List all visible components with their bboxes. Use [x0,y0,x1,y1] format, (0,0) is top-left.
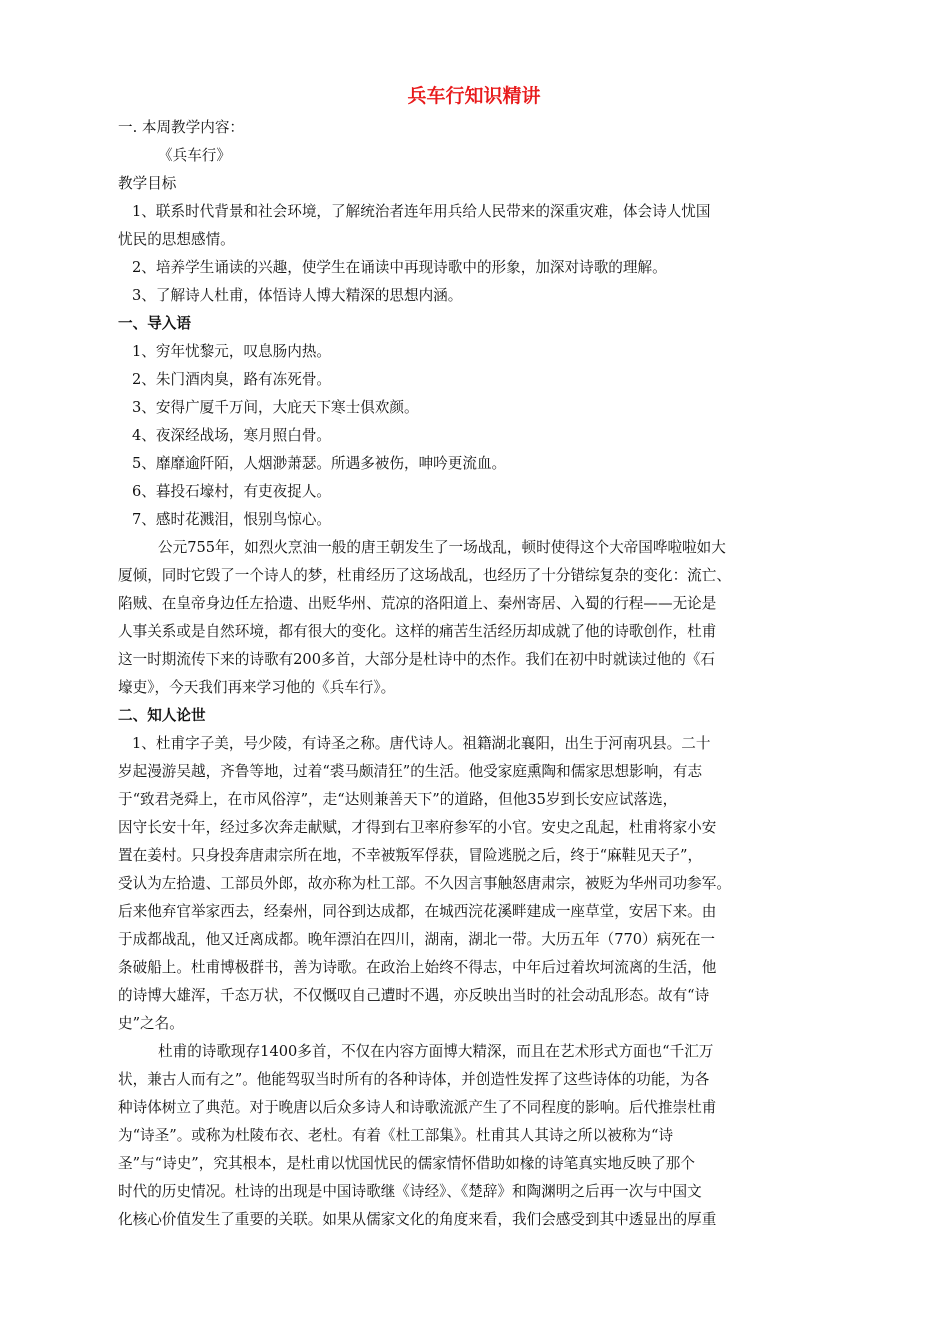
intro-item: 2、朱门酒肉臭，路有冻死骨。 [132,371,332,388]
paragraph-line: 人事关系或是自然环境，都有很大的变化。这样的痛苦生活经历却成就了他的诗歌创作，杜甫 [118,623,717,640]
paragraph-line: 壕吏》，今天我们再来学习他的《兵车行》。 [118,679,396,696]
author-paragraph-1 [118,730,830,1038]
paragraph-line: 于成都战乱，他又迁离成都。晚年漂泊在四川，湖南，湖北一带。大历五年（770）病死在一 [118,931,716,948]
paragraph-line: 置在姜村。只身投奔唐肃宗所在地，不幸被叛军俘获，冒险逃脱之后，终于“麻鞋见天子”， [118,847,703,864]
intro-item: 3、安得广厦千万间，大庇天下寒士俱欢颜。 [132,399,419,416]
paragraph-line: 受认为左拾遗、工部员外郎，故亦称为杜工部。不久因言事触怒唐肃宗，被贬为华州司功参军。 [118,875,731,892]
intro-item: 1、穷年忧黎元，叹息肠内热。 [132,343,332,360]
paragraph-line: 这一时期流传下来的诗歌有200多首，大部分是杜诗中的杰作。我们在初中时就读过他的《石 [118,651,716,668]
paragraph-line: 1、杜甫字子美，号少陵，有诗圣之称。唐代诗人。祖籍湖北襄阳，出生于河南巩县。二十 [132,735,711,752]
goal-item: 2、培养学生诵读的兴趣，使学生在诵读中再现诗歌中的形象，加深对诗歌的理解。 [132,259,667,276]
intro-heading: 一、导入语 [118,315,191,332]
paragraph-line: 后来他弃官举家西去，经秦州，同谷到达成都，在城西浣花溪畔建成一座草堂，安居下来。由 [118,903,717,920]
intro-item: 5、靡靡逾阡陌，人烟渺萧瑟。所遇多被伤，呻吟更流血。 [132,455,507,472]
paragraph-line: 种诗体树立了典范。对于晚唐以后众多诗人和诗歌流派产生了不同程度的影响。后代推崇杜甫 [118,1099,717,1116]
author-paragraph-2 [118,1038,830,1234]
paragraph-line: 公元755年，如烈火烹油一般的唐王朝发生了一场战乱，顿时使得这个大帝国哗啦啦如大 [158,539,726,556]
intro-paragraph [118,534,830,702]
document-title: 兵车行知识精讲 [407,85,541,107]
section-content-heading: 一. 本周教学内容： [118,119,245,136]
paragraph-line: 化核心价值发生了重要的关联。如果从儒家文化的角度来看，我们会感受到其中透显出的厚重 [118,1211,717,1228]
paragraph-line: 岁起漫游吴越，齐鲁等地，过着“裘马颇清狂”的生活。他受家庭熏陶和儒家思想影响，有志 [118,763,703,780]
paragraph-line: 为“诗圣”。或称为杜陵布衣、老杜。有着《杜工部集》。杜甫其人其诗之所以被称为“诗 [118,1127,674,1144]
intro-item: 4、夜深经战场，寒月照白骨。 [132,427,332,444]
document-page [118,84,830,1234]
section-content-text: 《兵车行》 [158,147,231,164]
intro-item: 6、暮投石壕村，有吏夜捉人。 [132,483,332,500]
paragraph-line: 陷贼、在皇帝身边任左拾遗、出贬华州、荒凉的洛阳道上、秦州寄居、入蜀的行程——无论是 [118,595,717,612]
goal-item: 3、了解诗人杜甫，体悟诗人博大精深的思想内涵。 [132,287,463,304]
paragraph-line: 条破船上。杜甫博极群书，善为诗歌。在政治上始终不得志，中年后过着坎坷流离的生活，他 [118,959,717,976]
paragraph-line: 时代的历史情况。杜诗的出现是中国诗歌继《诗经》、《楚辞》和陶渊明之后再一次与中国文 [118,1183,702,1200]
paragraph-line: 状，兼古人而有之”。他能驾驭当时所有的各种诗体，并创造性发挥了这些诗体的功能，为各 [118,1071,710,1088]
paragraph-line: 因守长安十年，经过多次奔走献赋，才得到右卫率府参军的小官。安史之乱起，杜甫将家小安 [118,819,717,836]
paragraph-line: 史”之名。 [118,1015,184,1032]
author-heading: 二、知人论世 [118,707,206,724]
intro-item: 7、感时花溅泪，恨别鸟惊心。 [132,511,332,528]
goal-item-continued: 忧民的思想感情。 [118,231,235,248]
paragraph-line: 于“致君尧舜上，在市风俗淳”，走“达则兼善天下”的道路，但他35岁到长安应试落选， [118,791,678,808]
paragraph-line: 圣”与“诗史”，究其根本，是杜甫以忧国忧民的儒家情怀借助如椽的诗笔真实地反映了那个 [118,1155,695,1172]
paragraph-line: 的诗博大雄浑，千态万状，不仅慨叹自己遭时不遇，亦反映出当时的社会动乱形态。故有“诗 [118,987,710,1004]
paragraph-line: 厦倾，同时它毁了一个诗人的梦，杜甫经历了这场战乱，也经历了十分错综复杂的变化：流亡、 [118,567,731,584]
goal-item: 1、联系时代背景和社会环境，了解统治者连年用兵给人民带来的深重灾难，体会诗人忧国 [132,203,711,220]
paragraph-line: 杜甫的诗歌现存1400多首，不仅在内容方面博大精深，而且在艺术形式方面也“千汇万 [158,1043,714,1060]
goals-heading: 教学目标 [118,175,177,192]
